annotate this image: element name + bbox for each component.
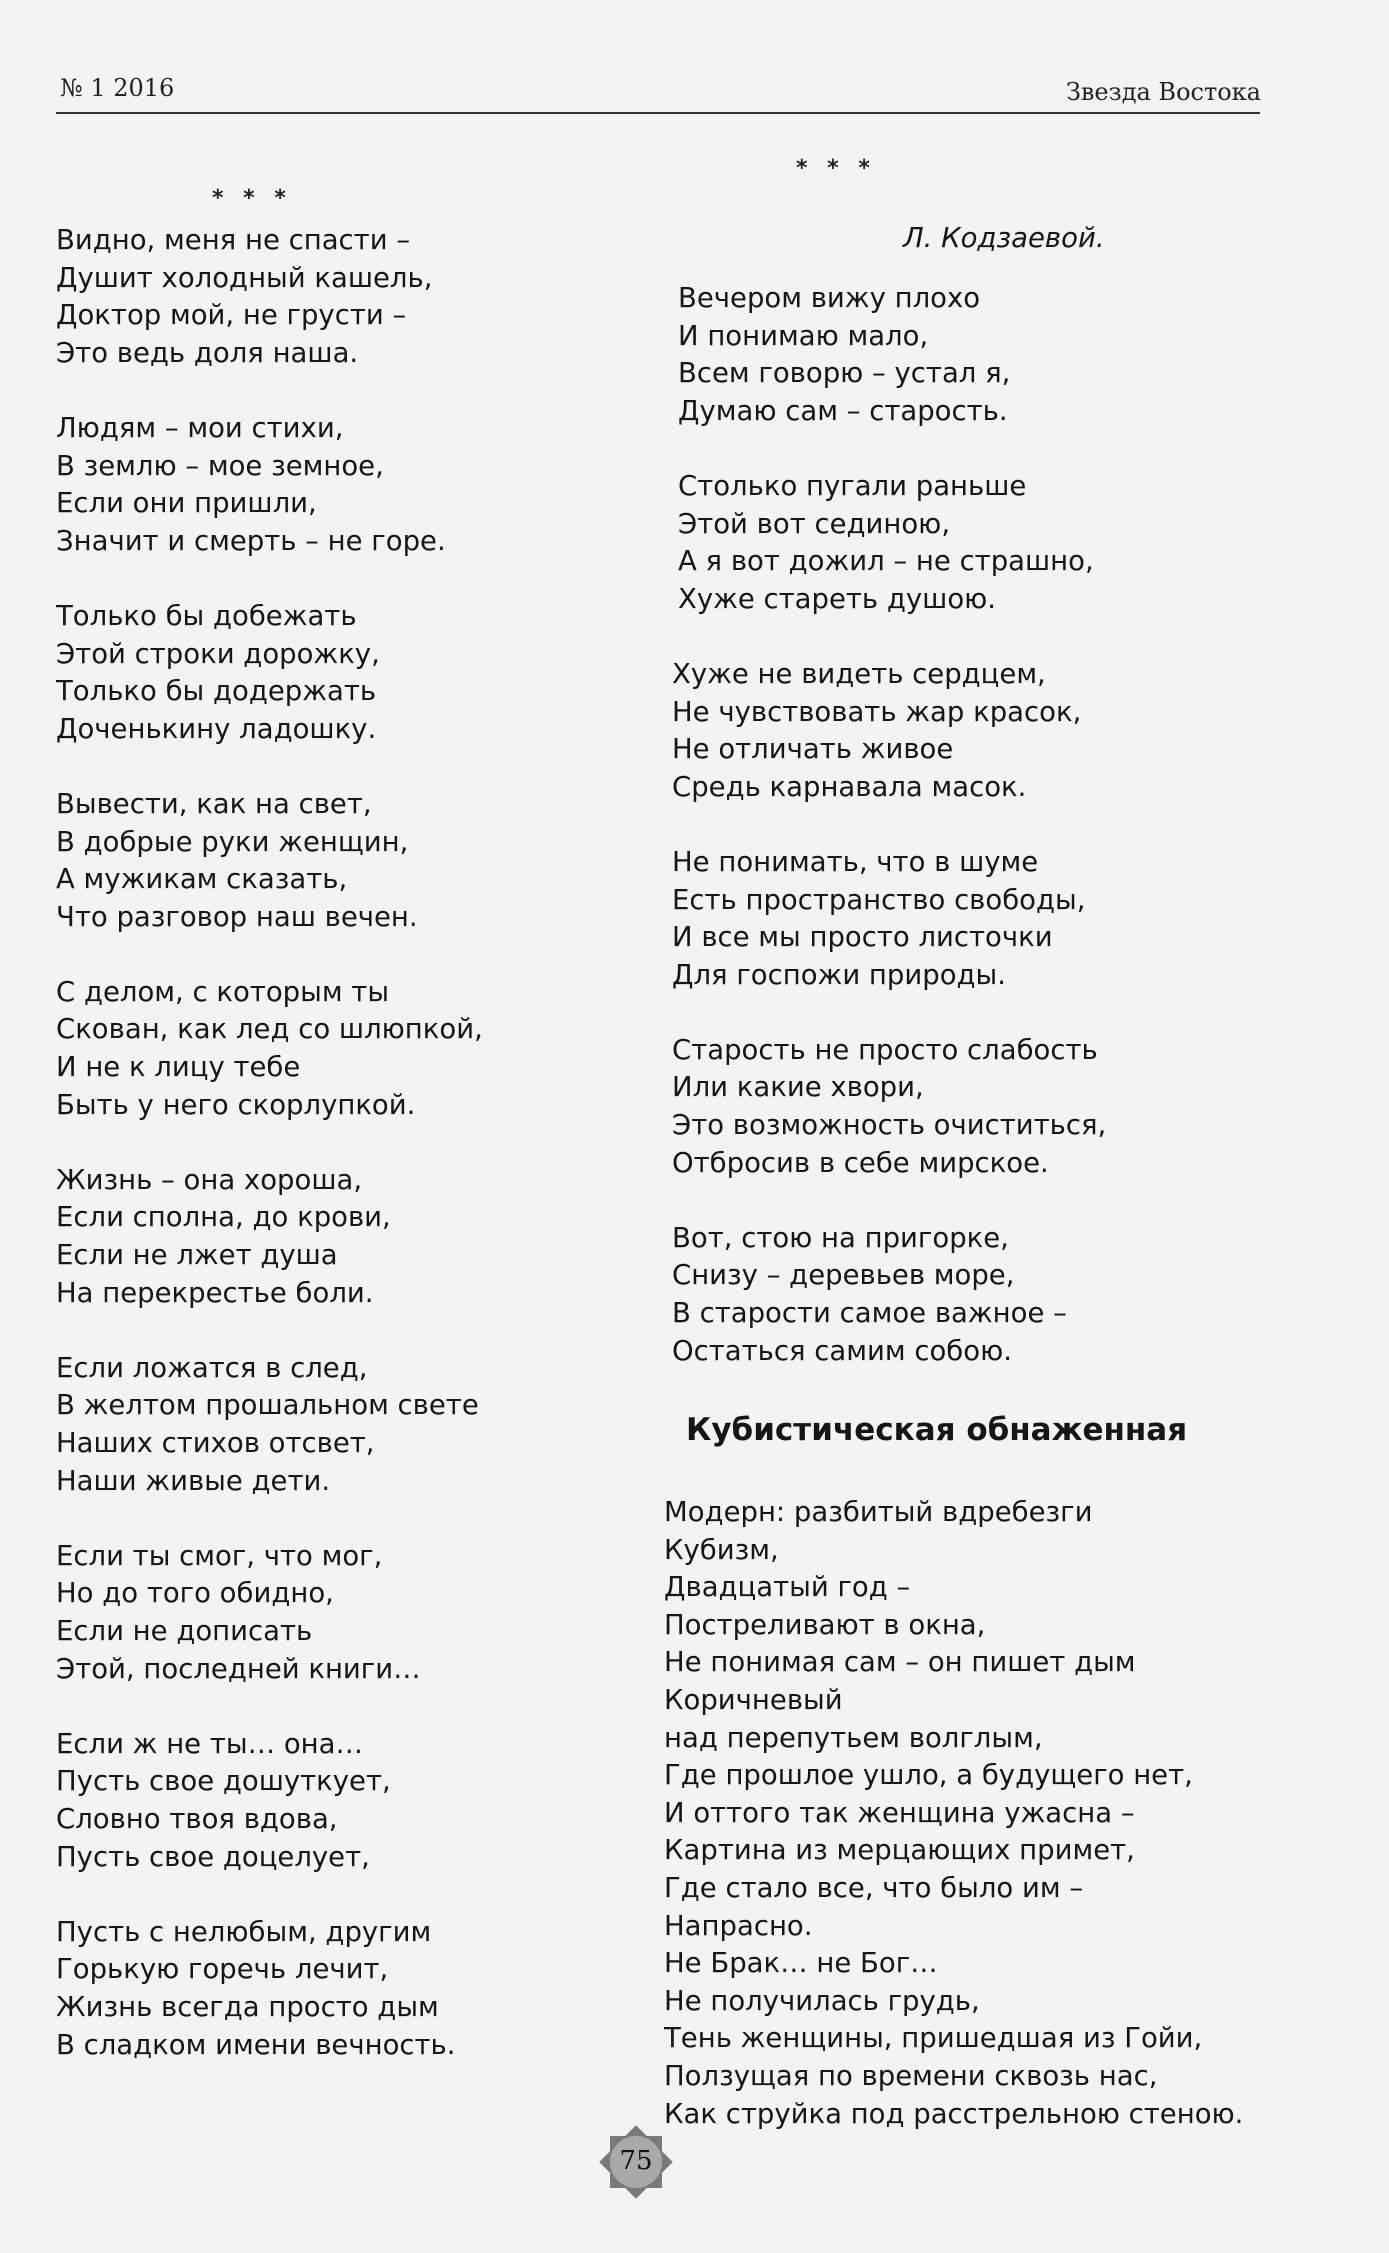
page-number: 75: [619, 2146, 653, 2176]
stanza: [662, 1032, 1282, 1182]
poem-line: Только бы додержать: [56, 675, 377, 708]
poem-line: Двадцатый год –: [664, 1571, 911, 1604]
poem-line: Или какие хвори,: [672, 1071, 924, 1104]
stanza: [662, 844, 1282, 994]
poem-line: Ползущая по времени сквозь нас,: [664, 2059, 1158, 2092]
poem-line: Старость не просто слабость: [672, 1033, 1098, 1066]
poem-line: Жизнь – она хороша,: [56, 1163, 363, 1196]
poem-line: Вечером вижу плохо: [678, 282, 981, 314]
poem-line: Быть у него скорлупкой.: [56, 1088, 416, 1121]
poem-line: Не Брак… не Бог…: [664, 1947, 938, 1980]
stanza: [56, 1162, 656, 1312]
poem-line: Кубизм,: [664, 1533, 779, 1566]
poem-line: Если не лжет душа: [56, 1239, 338, 1272]
poem-line: Для госпожи природы.: [672, 958, 1006, 991]
stanza: [56, 1914, 656, 2064]
poem-line: Всем говорю – устал я,: [678, 357, 1011, 390]
poem-line: Жизнь всегда просто дым: [56, 1990, 439, 2023]
poem-line: Модерн: разбитый вдребезги: [664, 1496, 1093, 1528]
poem-line: Это возможность очиститься,: [672, 1109, 1107, 1142]
journal-title: Звезда Востока: [1065, 78, 1261, 106]
right-poem-asterisks: * * *: [796, 156, 876, 181]
poem-line: Тень женщины, пришедшая из Гойи,: [664, 2022, 1203, 2055]
poem-line: Хуже не видеть сердцем,: [672, 657, 1046, 690]
poem-line: В добрые руки женщин,: [56, 825, 409, 858]
poem-line: Доктор мой, не грусти –: [56, 299, 407, 332]
cubist-poem: [664, 1494, 1284, 2133]
poem-line: Пусть свое дошуткует,: [56, 1765, 391, 1798]
stanza: [662, 468, 1282, 618]
poem-line: На перекрестье боли.: [56, 1276, 374, 1309]
stanza: [662, 656, 1282, 806]
poem-line: Где стало все, что было им –: [664, 1871, 1084, 1904]
poem-line: Вывести, как на свет,: [56, 787, 372, 820]
page-number-badge: [596, 2122, 676, 2202]
poem-line: Не отличать живое: [672, 733, 954, 766]
poem-line: Если ложатся в след,: [56, 1351, 368, 1384]
poem-line: Не чувствовать жар красок,: [672, 695, 1082, 728]
poem-line: Столько пугали раньше: [678, 469, 1027, 502]
poem-line: С делом, с которым ты: [56, 975, 390, 1008]
poem-line: Если не дописать: [56, 1614, 313, 1647]
poem-line: Пусть с нелюбым, другим: [56, 1915, 432, 1948]
poem-line: Если они пришли,: [56, 487, 317, 520]
dedication: Л. Кодзаевой.: [903, 222, 1105, 254]
poem-line: Как струйка под расстрельною стеною.: [664, 2097, 1244, 2130]
poem-line: Что разговор наш вечен.: [56, 900, 418, 933]
poem-line: Но до того обидно,: [56, 1577, 334, 1610]
poem-line: И все мы просто листочки: [672, 921, 1053, 954]
poem-line: Наши живые дети.: [56, 1464, 331, 1497]
poem-line: Людям – мои стихи,: [56, 411, 344, 444]
poem-line: над перепутьем волглым,: [664, 1721, 1043, 1754]
poem-line: И понимаю мало,: [678, 319, 929, 352]
stanza: [56, 974, 656, 1124]
poem-line: Наших стихов отсвет,: [56, 1427, 375, 1459]
stanza: [662, 280, 1282, 430]
stanza: [56, 598, 656, 748]
poem-line: Есть пространство свободы,: [672, 883, 1086, 916]
poem-line: Это ведь доля наша.: [56, 336, 359, 369]
poem-line: А я вот дожил – не страшно,: [678, 545, 1094, 578]
poem-line: В желтом прошальном свете: [56, 1389, 479, 1422]
poem-line: Значит и смерть – не горе.: [56, 524, 446, 557]
poem-line: Напрасно.: [664, 1909, 813, 1942]
poem-line: Постреливают в окна,: [664, 1608, 986, 1641]
poem-line: В старости самое важное –: [672, 1297, 1067, 1330]
header-divider: [56, 112, 1260, 114]
poem-line: Если ты смог, что мог,: [56, 1539, 383, 1572]
poem-line: Снизу – деревьев море,: [672, 1259, 1015, 1292]
poem-line: Отбросив в себе мирское.: [672, 1146, 1049, 1179]
poem-line: Этой строки дорожку,: [56, 637, 380, 670]
poem-line: Видно, меня не спасти –: [56, 224, 411, 256]
poem-line: Не получилась грудь,: [664, 1984, 980, 2017]
stanza: [56, 1350, 656, 1500]
poem-line: И не к лицу тебе: [56, 1051, 301, 1084]
poem-line: Не понимая сам – он пишет дым: [664, 1646, 1136, 1679]
stanza: [56, 1726, 656, 1876]
left-poem: [56, 222, 656, 2102]
poem-line: И оттого так женщина ужасна –: [664, 1796, 1135, 1829]
poem-line: Не понимать, что в шуме: [672, 845, 1039, 878]
poem-line: Горькую горечь лечит,: [56, 1953, 389, 1986]
poem-line: Хуже стареть душою.: [678, 582, 997, 615]
poem-line: В землю – мое земное,: [56, 449, 384, 482]
poem-line: Душит холодный кашель,: [56, 261, 433, 294]
poem-line: Доченькину ладошку.: [56, 712, 377, 745]
poem-line: Этой, последней книги…: [56, 1652, 421, 1685]
left-poem-asterisks: * * *: [212, 186, 292, 211]
poem-line: Картина из мерцающих примет,: [664, 1834, 1135, 1867]
poem-line: Коричневый: [664, 1683, 843, 1716]
stanza: [56, 786, 656, 936]
poem-line: В сладком имени вечность.: [56, 2028, 456, 2061]
poem-line: Если ж не ты… она…: [56, 1727, 363, 1760]
stanza: [662, 1220, 1282, 1370]
poem-line: Остаться самим собою.: [672, 1334, 1012, 1367]
poem-line: Вот, стою на пригорке,: [672, 1221, 1009, 1254]
poem-line: Думаю сам – старость.: [678, 394, 1008, 427]
poem-line: Этой вот сединою,: [678, 507, 951, 540]
poem-line: Пусть свое доцелует,: [56, 1840, 370, 1873]
stanza: [56, 222, 656, 372]
poem-line: Где прошлое ушло, а будущего нет,: [664, 1759, 1193, 1792]
stanza: [56, 1538, 656, 1688]
poem-line: Только бы добежать: [56, 599, 357, 632]
issue-number: № 1 2016: [60, 74, 175, 102]
stanza: [56, 410, 656, 560]
right-poem: [662, 280, 1282, 1408]
poem-line: Если сполна, до крови,: [56, 1201, 391, 1234]
poem-line: Скован, как лед со шлюпкой,: [56, 1013, 483, 1046]
poem-line: Словно твоя вдова,: [56, 1802, 338, 1835]
poem-title: Кубистическая обнаженная: [686, 1412, 1188, 1448]
poem-line: А мужикам сказать,: [56, 863, 348, 896]
poem-line: Средь карнавала масок.: [672, 770, 1027, 803]
